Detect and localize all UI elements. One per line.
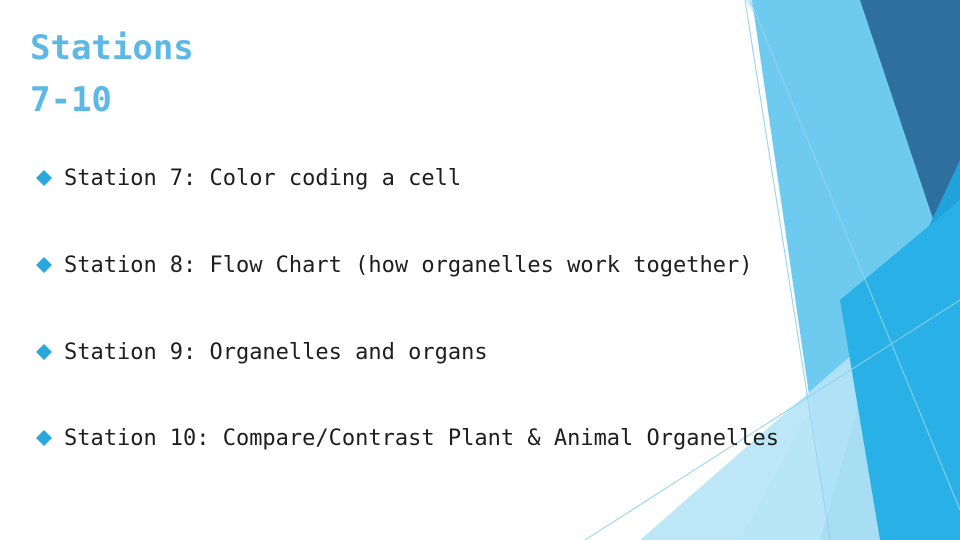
bullet-text: 8: Flow Chart (how organelles work together) bbox=[169, 252, 753, 278]
diamond-bullet-icon bbox=[36, 344, 52, 360]
bullet-text: 9: Organelles and organs bbox=[169, 339, 488, 365]
bullet-text: 10: Compare/Contrast Plant & Animal Organelles bbox=[169, 425, 779, 451]
bullet-item-station-10 bbox=[36, 418, 779, 458]
bullet-prefix: Station bbox=[64, 165, 157, 191]
diamond-bullet-icon bbox=[36, 257, 52, 273]
bullet-item-station-8 bbox=[36, 245, 753, 285]
title-line-1: Stations bbox=[30, 28, 194, 68]
bullet-item-station-7 bbox=[36, 158, 461, 198]
bullet-prefix: Station bbox=[64, 425, 157, 451]
bullet-prefix: Station bbox=[64, 339, 157, 365]
diamond-bullet-icon bbox=[36, 170, 52, 186]
bullet-item-station-9 bbox=[36, 332, 488, 372]
title-line-2: 7-10 bbox=[30, 80, 112, 120]
slide-title bbox=[30, 22, 430, 126]
bullet-text: 7: Color coding a cell bbox=[169, 165, 462, 191]
diamond-bullet-icon bbox=[36, 430, 52, 446]
bullet-prefix: Station bbox=[64, 252, 157, 278]
